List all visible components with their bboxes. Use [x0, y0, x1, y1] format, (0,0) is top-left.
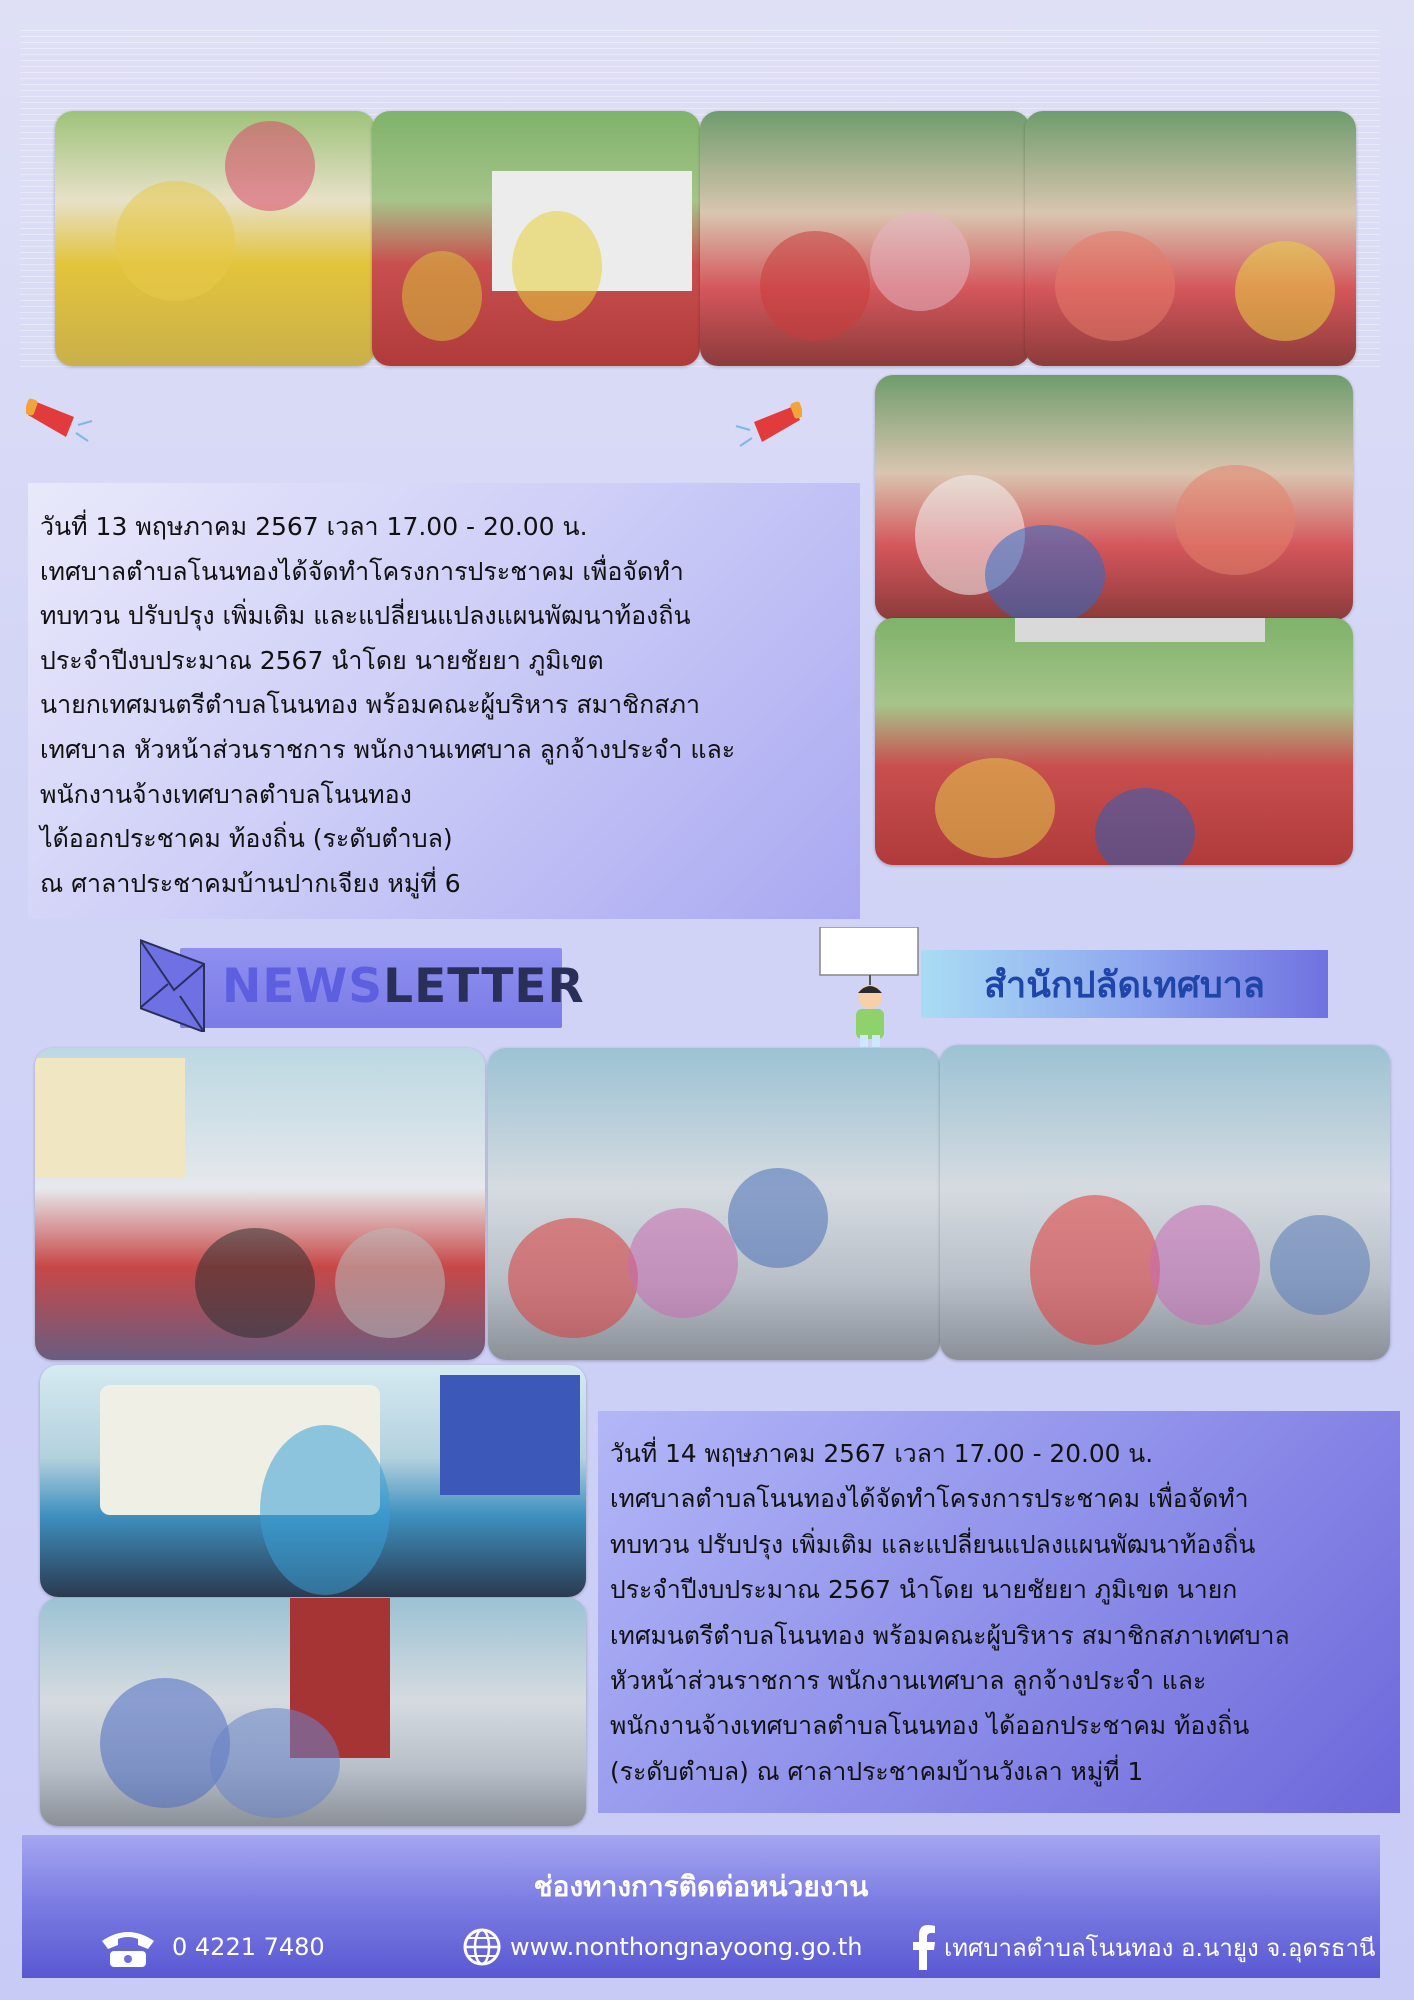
event2-line: ประจำปีงบประมาณ 2567 นำโดย นายชัยยา ภูมิเขต นายก [610, 1575, 1238, 1605]
event2-line: หัวหน้าส่วนราชการ พนักงานเทศบาล ลูกจ้างประจำ และ [610, 1666, 1207, 1696]
photo-voting-indoor [940, 1045, 1390, 1360]
facebook-icon [912, 1924, 936, 1970]
photo-hands-raised-room [40, 1598, 586, 1826]
phone-icon [92, 1923, 164, 1971]
newsletter-news: NEWS [222, 959, 384, 1014]
megaphone-icon [732, 396, 802, 456]
event1-line: นายกเทศมนตรีตำบลโนนทอง พร้อมคณะผู้บริหาร สมาชิกสภา [40, 690, 700, 720]
contact-website[interactable] [462, 1923, 862, 1971]
website-url: www.nonthongnayoong.go.th [510, 1933, 863, 1961]
photo-presenter-whiteboard [372, 111, 700, 366]
event1-line: ได้ออกประชาคม ท้องถิ่น (ระดับตำบล) [40, 824, 453, 854]
megaphone-icon [26, 391, 96, 451]
globe-icon [462, 1927, 502, 1967]
event1-line: พนักงานจ้างเทศบาลตำบลโนนทอง [40, 779, 412, 809]
newsletter-banner [140, 938, 585, 1032]
photo-outdoor-voting [875, 618, 1353, 865]
event2-line: ทบทวน ปรับปรุง เพิ่มเติม และแปลี่ยนแปลงแผนพัฒนาท้องถิ่น [610, 1529, 1256, 1559]
event2-line: เทศมนตรีตำบลโนนทอง พร้อมคณะผู้บริหาร สมาชิกสภาเทศบาล [610, 1620, 1290, 1650]
photo-indoor-hands-raised [35, 1048, 485, 1360]
contact-facebook[interactable] [912, 1923, 1375, 1971]
event1-description [28, 483, 860, 919]
photo-speaker-microphone [40, 1365, 586, 1597]
event2-line: วันที่ 14 พฤษภาคม 2567 เวลา 17.00 - 20.00 น. [610, 1439, 1154, 1468]
event2-line: เทศบาลตำบลโนนทองได้จัดทำโครงการประชาคม เพื่อจัดทำ [610, 1484, 1249, 1514]
envelope-icon [140, 938, 210, 1032]
event1-line: ทบทวน ปรับปรุง เพิ่มเติม และแปลี่ยนแปลงแผนพัฒนาท้องถิ่น [40, 601, 691, 631]
event1-line: วันที่ 13 พฤษภาคม 2567 เวลา 17.00 - 20.00 น. [40, 512, 588, 541]
footer-title: ช่องทางการติดต่อหน่วยงาน [533, 1870, 869, 1903]
office-label: สำนักปลัดเทศบาล [921, 950, 1328, 1018]
facebook-page: เทศบาลตำบลโนนทอง อ.นายูง จ.อุดรธานี [944, 1933, 1376, 1962]
phone-number: 0 4221 7480 [172, 1933, 325, 1961]
sign-holder-illustration [818, 927, 922, 1047]
event2-line: พนักงานจ้างเทศบาลตำบลโนนทอง ได้ออกประชาคม ท้องถิ่น [610, 1711, 1250, 1741]
contact-footer [22, 1835, 1380, 1978]
event2-line: (ระดับตำบล) ณ ศาลาประชาคมบ้านวังเลา หมู่ที่ 1 [610, 1756, 1144, 1786]
photo-elderly-audience [875, 375, 1353, 620]
event1-line: เทศบาลตำบลโนนทองได้จัดทำโครงการประชาคม เพื่อจัดทำ [40, 556, 684, 586]
photo-speaker-yellow-shirt [55, 111, 375, 366]
event1-line: ณ ศาลาประชาคมบ้านปากเจียง หมู่ที่ 6 [40, 868, 461, 898]
photo-audience-seated [700, 111, 1030, 366]
newsletter-title [222, 958, 585, 1016]
event1-line: เทศบาล หัวหน้าส่วนราชการ พนักงานเทศบาล ลูกจ้างประจำ และ [40, 734, 736, 764]
photo-seated-row [488, 1048, 940, 1360]
event1-line: ประจำปีงบประมาณ 2567 นำโดย นายชัยยา ภูมิเขต [40, 645, 604, 675]
newsletter-letter: LETTER [383, 959, 585, 1014]
contact-phone[interactable] [92, 1923, 325, 1971]
event2-description [598, 1411, 1400, 1813]
photo-audience-voting [1025, 111, 1356, 366]
